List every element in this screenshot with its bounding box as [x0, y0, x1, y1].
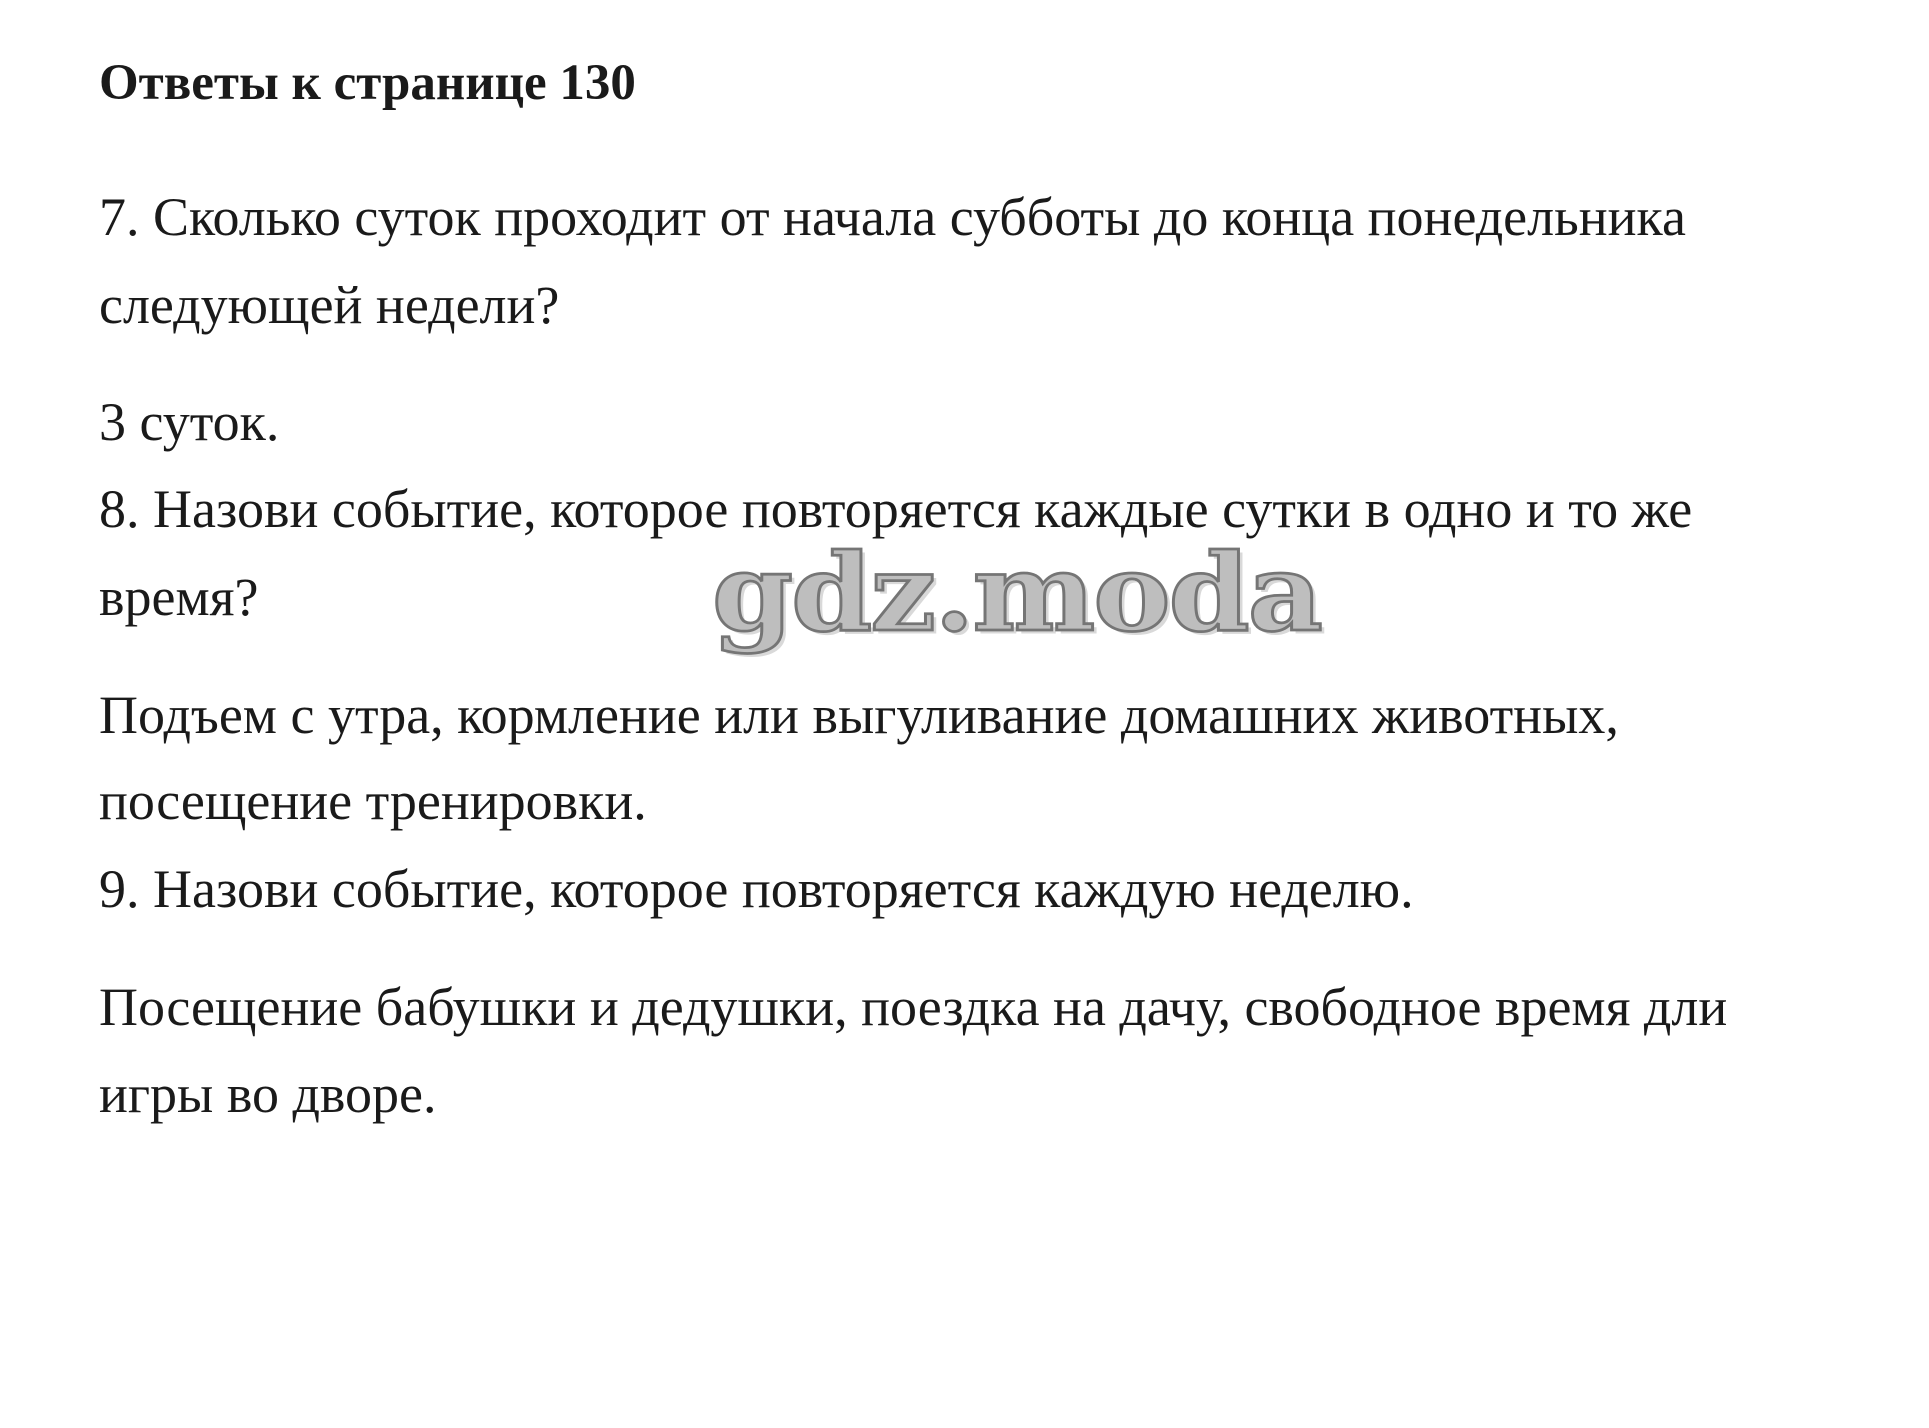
answer-9-line-2: игры во дворе.: [99, 1064, 437, 1124]
page-title: Ответы к странице 130: [99, 55, 636, 111]
question-8-line-1: 8. Назови событие, которое повторяется каждые сутки в одно и то же: [99, 479, 1693, 539]
question-7-line-1: 7. Сколько суток проходит от начала субботы до конца понедельника: [99, 187, 1686, 247]
question-9: 9. Назови событие, которое повторяется каждую неделю.: [99, 859, 1414, 919]
watermark-logo: gdz.moda: [712, 530, 1321, 656]
answer-7: 3 суток.: [99, 392, 280, 452]
question-7-line-2: следующей недели?: [99, 275, 560, 335]
question-8-line-2: время?: [99, 567, 259, 627]
answer-9-line-1: Посещение бабушки и дедушки, поездка на дачу, свободное время дли: [99, 977, 1728, 1037]
answer-8-line-1: Подъем с утра, кормление или выгуливание домашних животных,: [99, 685, 1619, 745]
answer-8-line-2: посещение тренировки.: [99, 771, 647, 831]
